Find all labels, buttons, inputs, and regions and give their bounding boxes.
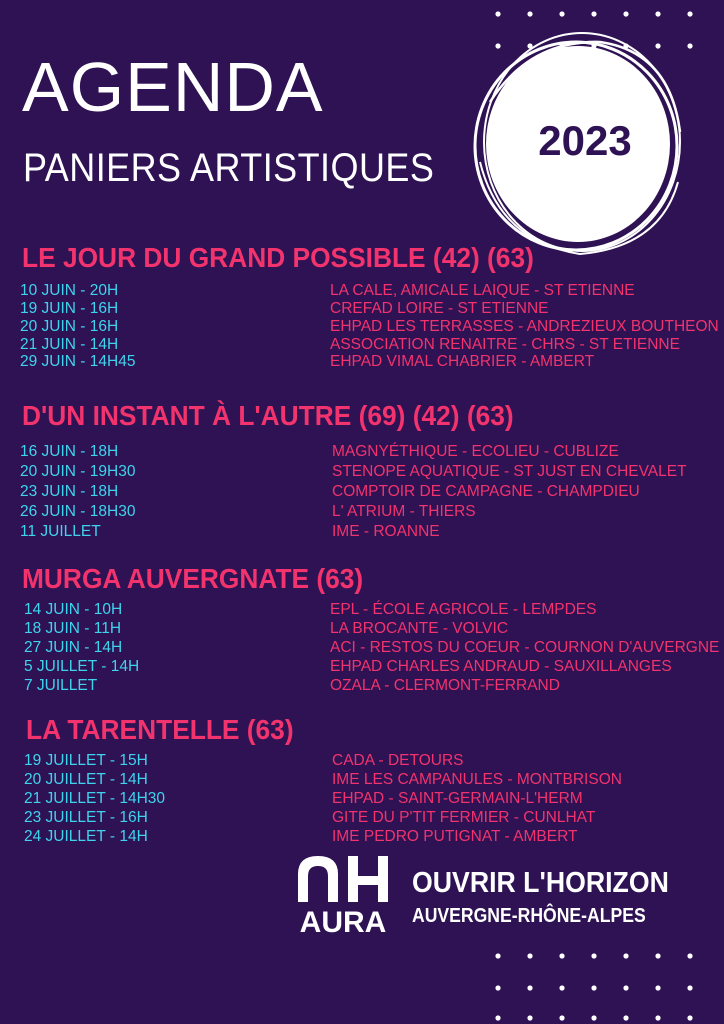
- list-item: [0, 620, 724, 638]
- list-item: [0, 601, 724, 619]
- list-item: [0, 771, 724, 789]
- event-date: 11 JUILLET: [20, 523, 101, 540]
- event-place: EHPAD - SAINT-GERMAIN-L'HERM: [332, 790, 583, 807]
- event-date: 10 JUIN - 20H: [20, 282, 119, 299]
- list-item: [0, 658, 724, 676]
- list-item: [0, 282, 724, 300]
- event-place: ASSOCIATION RENAITRE - CHRS - ST ETIENNE: [330, 336, 680, 353]
- event-place: MAGNYÉTHIQUE - ECOLIEU - CUBLIZE: [332, 443, 619, 460]
- event-date: 20 JUIN - 19H30: [20, 463, 136, 480]
- page-title: AGENDA: [22, 48, 324, 126]
- event-place: STENOPE AQUATIQUE - ST JUST EN CHEVALET: [332, 463, 687, 480]
- event-date: 24 JUILLET - 14H: [24, 828, 148, 845]
- event-date: 5 JUILLET - 14H: [24, 658, 140, 675]
- logo-aura-text: AURA: [299, 906, 387, 939]
- list-item: [0, 790, 724, 808]
- event-place: CREFAD LOIRE - ST ETIENNE: [330, 300, 549, 317]
- event-place: OZALA - CLERMONT-FERRAND: [330, 677, 560, 694]
- section-title-tarentelle: LA TARENTELLE (63): [26, 714, 294, 745]
- event-date: 21 JUILLET - 14H30: [24, 790, 166, 807]
- section-title-instant: D'UN INSTANT À L'AUTRE (69) (42) (63): [22, 400, 514, 431]
- list-item: [0, 318, 724, 336]
- list-item: [0, 483, 724, 501]
- event-place: LA BROCANTE - VOLVIC: [330, 620, 509, 637]
- event-date: 23 JUIN - 18H: [20, 483, 119, 500]
- list-item: [0, 677, 724, 695]
- event-date: 7 JUILLET: [24, 677, 98, 694]
- event-date: 14 JUIN - 10H: [24, 601, 123, 618]
- list-item: [0, 353, 724, 371]
- event-date: 27 JUIN - 14H: [24, 639, 123, 656]
- event-place: IME LES CAMPANULES - MONTBRISON: [332, 771, 622, 788]
- list-item: [0, 828, 724, 846]
- year-label: 2023: [538, 117, 632, 164]
- list-item: [0, 639, 724, 657]
- org-region: AUVERGNE-RHÔNE-ALPES: [412, 905, 646, 927]
- list-item: [0, 503, 724, 521]
- event-date: 16 JUIN - 18H: [20, 443, 119, 460]
- page-subtitle: PANIERS ARTISTIQUES: [23, 146, 435, 190]
- event-date: 23 JUILLET - 16H: [24, 809, 148, 826]
- event-date: 20 JUILLET - 14H: [24, 771, 148, 788]
- event-date: 26 JUIN - 18H30: [20, 503, 136, 520]
- event-place: COMPTOIR DE CAMPAGNE - CHAMPDIEU: [332, 483, 640, 500]
- event-place: EHPAD VIMAL CHABRIER - AMBERT: [330, 353, 595, 370]
- event-place: GITE DU P'TIT FERMIER - CUNLHAT: [332, 809, 596, 826]
- list-item: [0, 336, 724, 354]
- list-item: [0, 443, 724, 461]
- event-date: 29 JUIN - 14H45: [20, 353, 136, 370]
- list-item: [0, 300, 724, 318]
- list-item: [0, 523, 724, 541]
- event-date: 19 JUILLET - 15H: [24, 752, 148, 769]
- org-name: OUVRIR L'HORIZON: [412, 867, 669, 899]
- list-item: [0, 809, 724, 827]
- event-place: IME PEDRO PUTIGNAT - AMBERT: [332, 828, 578, 845]
- dots-top-right: [490, 0, 724, 60]
- event-date: 21 JUIN - 14H: [20, 336, 119, 353]
- section-title-grand-possible: LE JOUR DU GRAND POSSIBLE (42) (63): [22, 242, 534, 273]
- list-item: [0, 463, 724, 481]
- list-item: [0, 752, 724, 770]
- event-date: 20 JUIN - 16H: [20, 318, 119, 335]
- event-place: L' ATRIUM - THIERS: [332, 503, 476, 520]
- event-place: EPL - ÉCOLE AGRICOLE - LEMPDES: [330, 601, 597, 618]
- section-title-murga: MURGA AUVERGNATE (63): [22, 563, 364, 594]
- event-place: ACI - RESTOS DU COEUR - COURNON D'AUVERGNE: [330, 639, 720, 656]
- event-place: LA CALE, AMICALE LAIQUE - ST ETIENNE: [330, 282, 635, 299]
- dots-bottom-right: [490, 950, 724, 1024]
- event-place: CADA - DETOURS: [332, 752, 464, 769]
- event-place: EHPAD CHARLES ANDRAUD - SAUXILLANGES: [330, 658, 672, 675]
- event-place: EHPAD LES TERRASSES - ANDREZIEUX BOUTHEON: [330, 318, 719, 335]
- event-date: 19 JUIN - 16H: [20, 300, 119, 317]
- event-place: IME - ROANNE: [332, 523, 440, 540]
- event-date: 18 JUIN - 11H: [24, 620, 122, 637]
